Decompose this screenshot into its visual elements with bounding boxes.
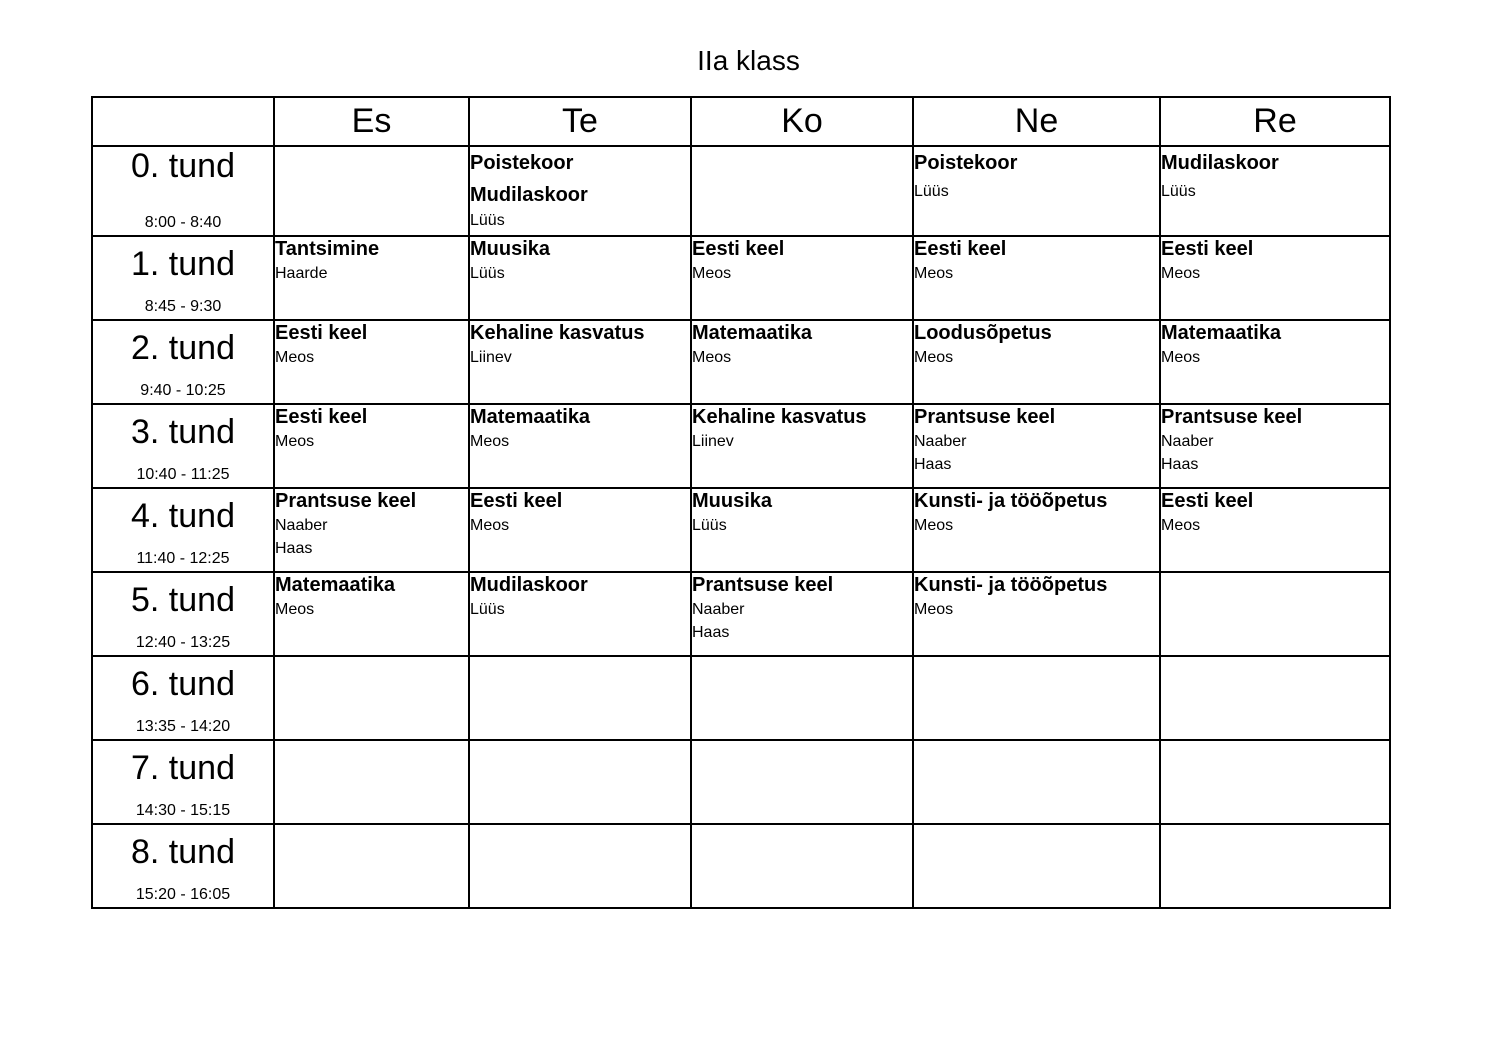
period-cell-1 — [92, 236, 274, 320]
lesson-subject: Eesti keel — [470, 490, 563, 512]
lesson-teacher: Lüüs — [470, 265, 505, 282]
corner-cell — [92, 97, 274, 146]
table-row — [92, 656, 1390, 740]
lesson-teacher: Meos — [1161, 265, 1201, 282]
day-header-ko: Ko — [691, 97, 913, 146]
table-row — [92, 320, 1390, 404]
period-time: 10:40 - 11:25 — [136, 466, 230, 483]
period-cell-8 — [92, 824, 274, 908]
lesson-cell-p5-re — [1160, 572, 1390, 656]
lesson-teacher-2: Haas — [914, 456, 952, 473]
lesson-teacher: Lüüs — [914, 183, 949, 200]
lesson-cell-p7-te — [469, 740, 691, 824]
lesson-subject: Muusika — [470, 238, 551, 260]
lesson-subject: Eesti keel — [1161, 490, 1254, 512]
lesson-subject: Poistekoor — [914, 152, 1018, 174]
lesson-subject: Matemaatika — [1161, 322, 1282, 344]
lesson-teacher: Lüüs — [470, 212, 505, 229]
lesson-teacher: Lüüs — [470, 601, 505, 618]
lesson-cell-p7-ko — [691, 740, 913, 824]
lesson-cell-p8-re — [1160, 824, 1390, 908]
lesson-teacher: Meos — [275, 601, 315, 618]
lesson-teacher: Meos — [914, 265, 954, 282]
lesson-cell-p5-ko — [691, 572, 913, 656]
lesson-cell-p7-re — [1160, 740, 1390, 824]
period-time: 8:45 - 9:30 — [144, 298, 222, 315]
lesson-cell-p5-es — [274, 572, 469, 656]
lesson-subject: Eesti keel — [275, 322, 368, 344]
lesson-subject: Matemaatika — [275, 574, 396, 596]
lesson-teacher: Naaber — [275, 517, 328, 534]
period-name: 4. tund — [131, 497, 235, 535]
day-header-ne: Ne — [913, 97, 1160, 146]
lesson-subject: Prantsuse keel — [275, 490, 417, 512]
lesson-cell-p4-ko — [691, 488, 913, 572]
lesson-teacher: Meos — [470, 433, 510, 450]
lesson-cell-p1-ne — [913, 236, 1160, 320]
lesson-teacher-2: Haas — [275, 540, 313, 557]
lesson-cell-p6-ko — [691, 656, 913, 740]
lesson-teacher: Meos — [914, 601, 954, 618]
lesson-cell-p5-ne — [913, 572, 1160, 656]
lesson-subject: Kehaline kasvatus — [470, 322, 645, 344]
lesson-cell-p0-ne — [913, 146, 1160, 236]
lesson-subject: Matemaatika — [692, 322, 813, 344]
table-row — [92, 572, 1390, 656]
lesson-subject: Kunsti- ja tööõpetus — [914, 574, 1108, 596]
lesson-subject: Tantsimine — [275, 238, 380, 260]
period-name: 1. tund — [131, 245, 235, 283]
lesson-teacher: Meos — [1161, 349, 1201, 366]
lesson-cell-p3-ko — [691, 404, 913, 488]
period-name: 5. tund — [131, 581, 235, 619]
lesson-subject: Eesti keel — [275, 406, 368, 428]
lesson-cell-p3-re — [1160, 404, 1390, 488]
lesson-teacher: Meos — [275, 433, 315, 450]
lesson-subject: Kehaline kasvatus — [692, 406, 867, 428]
lesson-teacher-2: Haas — [1161, 456, 1199, 473]
lesson-teacher: Meos — [1161, 517, 1201, 534]
lesson-cell-p4-es — [274, 488, 469, 572]
lesson-cell-p4-te — [469, 488, 691, 572]
period-time: 9:40 - 10:25 — [140, 382, 226, 399]
lesson-subject: Poistekoor — [470, 152, 574, 174]
period-time: 12:40 - 13:25 — [135, 634, 231, 651]
lesson-cell-p8-te — [469, 824, 691, 908]
lesson-cell-p8-es — [274, 824, 469, 908]
lesson-cell-p8-ne — [913, 824, 1160, 908]
lesson-cell-p0-te — [469, 146, 691, 236]
lesson-cell-p5-te — [469, 572, 691, 656]
lesson-teacher: Meos — [914, 517, 954, 534]
lesson-subject: Prantsuse keel — [914, 406, 1056, 428]
lesson-cell-p0-ko — [691, 146, 913, 236]
period-name: 2. tund — [131, 329, 235, 367]
lesson-cell-p2-re — [1160, 320, 1390, 404]
lesson-subject: Prantsuse keel — [1161, 406, 1303, 428]
header-row — [92, 97, 1390, 146]
period-time: 15:20 - 16:05 — [135, 886, 231, 903]
period-time: 8:00 - 8:40 — [144, 214, 222, 231]
period-name: 7. tund — [131, 749, 235, 787]
lesson-subject: Muusika — [692, 490, 773, 512]
lesson-subject: Eesti keel — [1161, 238, 1254, 260]
lesson-cell-p2-ko — [691, 320, 913, 404]
lesson-cell-p2-ne — [913, 320, 1160, 404]
period-time: 13:35 - 14:20 — [135, 718, 231, 735]
period-name: 8. tund — [131, 833, 235, 871]
lesson-cell-p6-es — [274, 656, 469, 740]
lesson-cell-p0-re — [1160, 146, 1390, 236]
table-row — [92, 824, 1390, 908]
lesson-cell-p2-es — [274, 320, 469, 404]
lesson-teacher: Lüüs — [1161, 183, 1196, 200]
lesson-cell-p4-re — [1160, 488, 1390, 572]
period-cell-2 — [92, 320, 274, 404]
lesson-cell-p1-re — [1160, 236, 1390, 320]
period-name: 0. tund — [131, 147, 235, 185]
day-header-te: Te — [469, 97, 691, 146]
day-header-re: Re — [1160, 97, 1390, 146]
lesson-subject: Eesti keel — [914, 238, 1007, 260]
lesson-cell-p6-te — [469, 656, 691, 740]
table-row — [92, 146, 1390, 236]
lesson-subject: Prantsuse keel — [692, 574, 834, 596]
lesson-cell-p1-ko — [691, 236, 913, 320]
lesson-subject-2: Mudilaskoor — [470, 184, 588, 206]
lesson-cell-p0-es — [274, 146, 469, 236]
lesson-teacher: Haarde — [275, 265, 328, 282]
lesson-cell-p6-ne — [913, 656, 1160, 740]
lesson-cell-p4-ne — [913, 488, 1160, 572]
lesson-teacher: Naaber — [1161, 433, 1214, 450]
lesson-teacher: Naaber — [914, 433, 967, 450]
table-row — [92, 236, 1390, 320]
period-cell-0 — [92, 146, 274, 236]
period-cell-7 — [92, 740, 274, 824]
lesson-teacher: Liinev — [470, 349, 512, 366]
period-cell-6 — [92, 656, 274, 740]
period-time: 14:30 - 15:15 — [135, 802, 231, 819]
lesson-cell-p2-te — [469, 320, 691, 404]
lesson-teacher: Meos — [470, 517, 510, 534]
lesson-subject: Loodusõpetus — [914, 322, 1052, 344]
lesson-cell-p8-ko — [691, 824, 913, 908]
page-title: IIa klass — [697, 45, 800, 76]
table-row — [92, 740, 1390, 824]
lesson-teacher: Meos — [692, 265, 732, 282]
lesson-teacher: Liinev — [692, 433, 734, 450]
lesson-cell-p3-es — [274, 404, 469, 488]
lesson-cell-p1-te — [469, 236, 691, 320]
lesson-cell-p6-re — [1160, 656, 1390, 740]
table-row — [92, 404, 1390, 488]
lesson-subject: Matemaatika — [470, 406, 591, 428]
lesson-cell-p3-ne — [913, 404, 1160, 488]
period-cell-5 — [92, 572, 274, 656]
lesson-teacher: Meos — [692, 349, 732, 366]
period-cell-4 — [92, 488, 274, 572]
day-header-es: Es — [274, 97, 469, 146]
table-row — [92, 488, 1390, 572]
lesson-cell-p7-es — [274, 740, 469, 824]
lesson-subject: Mudilaskoor — [1161, 152, 1279, 174]
period-cell-3 — [92, 404, 274, 488]
period-name: 6. tund — [131, 665, 235, 703]
lesson-subject: Kunsti- ja tööõpetus — [914, 490, 1108, 512]
lesson-teacher-2: Haas — [692, 624, 730, 641]
lesson-teacher: Meos — [914, 349, 954, 366]
lesson-subject: Eesti keel — [692, 238, 785, 260]
lesson-cell-p1-es — [274, 236, 469, 320]
lesson-teacher: Naaber — [692, 601, 745, 618]
lesson-cell-p7-ne — [913, 740, 1160, 824]
period-time: 11:40 - 12:25 — [136, 550, 230, 567]
timetable — [91, 96, 1391, 909]
lesson-cell-p3-te — [469, 404, 691, 488]
lesson-teacher: Lüüs — [692, 517, 727, 534]
period-name: 3. tund — [131, 413, 235, 451]
lesson-subject: Mudilaskoor — [470, 574, 588, 596]
lesson-teacher: Meos — [275, 349, 315, 366]
